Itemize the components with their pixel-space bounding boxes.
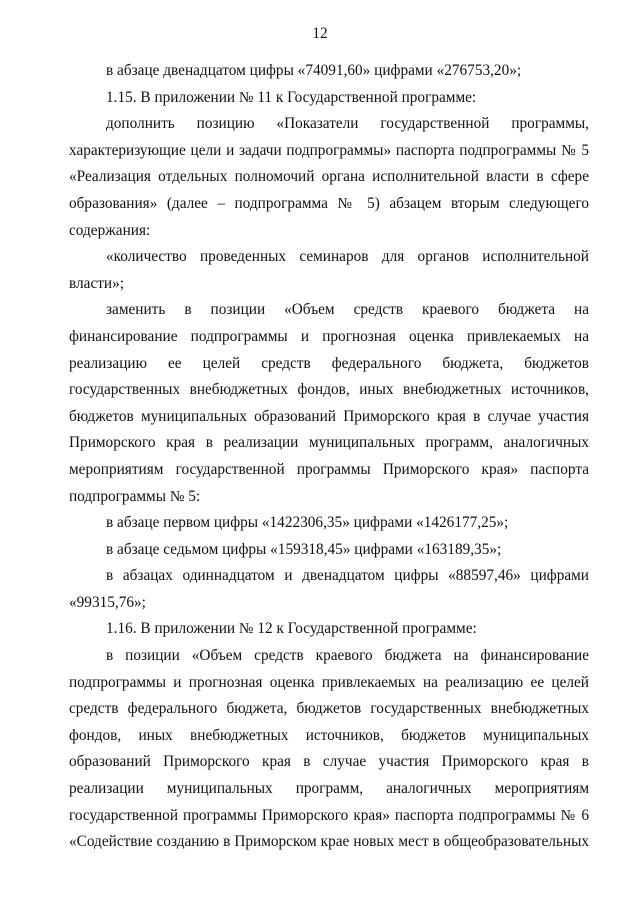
- text-line: финансирование подпрограммы и прогнозная оценка привлекаемых на: [69, 327, 589, 345]
- document-body: [69, 58, 589, 856]
- text-line: «Содействие созданию в Приморском крае новых мест в общеобразовательных: [69, 833, 589, 851]
- text-line: Приморского края в реализации муниципальных программ, аналогичных: [69, 434, 589, 452]
- text-line: в абзаце двенадцатом цифры «74091,60» цифрами «276753,20»;: [106, 62, 522, 79]
- text-line: в позиции «Объем средств краевого бюджета на финансирование: [106, 647, 589, 665]
- text-line: мероприятиям государственной программы Приморского края» паспорта: [69, 460, 589, 478]
- paragraph-amendment-12th: [69, 58, 589, 85]
- paragraph-amendment-11th-12th: [69, 563, 589, 616]
- text-line: характеризующие цели и задачи подпрограммы» паспорта подпрограммы № 5: [69, 141, 589, 159]
- text-line: дополнить позицию «Показатели государственной программы,: [106, 115, 589, 133]
- text-line: подпрограммы и прогнозная оценка привлекаемых на реализацию ее целей: [69, 673, 589, 691]
- text-line: 1.15. В приложении № 11 к Государственной программе:: [106, 88, 477, 106]
- text-line: бюджетов муниципальных образований Приморского края в случае участия: [69, 407, 589, 425]
- paragraph-quote-seminars: [69, 244, 589, 297]
- text-line: фондов, иных внебюджетных источников, бюджетов муниципальных: [69, 726, 589, 744]
- paragraph-section-1-15: [69, 85, 589, 112]
- text-line: государственных внебюджетных фондов, иных внебюджетных источников,: [69, 381, 589, 399]
- text-line: «количество проведенных семинаров для органов исполнительной: [106, 248, 589, 266]
- paragraph-amendment-seventh: [69, 537, 589, 564]
- text-line: «Реализация отдельных полномочий органа исполнительной власти в сфере: [69, 168, 589, 186]
- text-line: заменить в позиции «Объем средств краевого бюджета на: [106, 301, 589, 319]
- paragraph-position-funding-6: [69, 643, 589, 856]
- text-line: содержания:: [69, 221, 151, 239]
- text-line: в абзацах одиннадцатом и двенадцатом цифры «88597,46» цифрами: [106, 567, 589, 585]
- text-line: образования» (далее – подпрограмма № 5) абзацем вторым следующего: [69, 194, 589, 212]
- paragraph-supplement-indicators: [69, 111, 589, 244]
- text-line: 1.16. В приложении № 12 к Государственной программе:: [106, 620, 477, 638]
- text-line: образований Приморского края в случае участия Приморского края в: [69, 753, 589, 771]
- text-line: подпрограммы № 5:: [69, 487, 201, 505]
- text-line: государственной программы Приморского края» паспорта подпрограммы № 6: [69, 806, 589, 824]
- text-line: в абзаце первом цифры «1422306,35» цифрами «1426177,25»;: [106, 514, 509, 532]
- text-line: в абзаце седьмом цифры «159318,45» цифрами «163189,35»;: [106, 540, 502, 558]
- text-line: власти»;: [69, 274, 125, 292]
- paragraph-amendment-first: [69, 510, 589, 537]
- paragraph-section-1-16: [69, 616, 589, 643]
- text-line: «99315,76»;: [69, 593, 146, 611]
- text-line: средств федерального бюджета, бюджетов государственных внебюджетных: [69, 700, 589, 718]
- page-number: 12: [312, 25, 328, 42]
- paragraph-replace-funding: [69, 297, 589, 510]
- text-line: реализацию ее целей средств федерального бюджета, бюджетов: [69, 354, 589, 372]
- text-line: реализации муниципальных программ, аналогичных мероприятиям: [69, 780, 589, 798]
